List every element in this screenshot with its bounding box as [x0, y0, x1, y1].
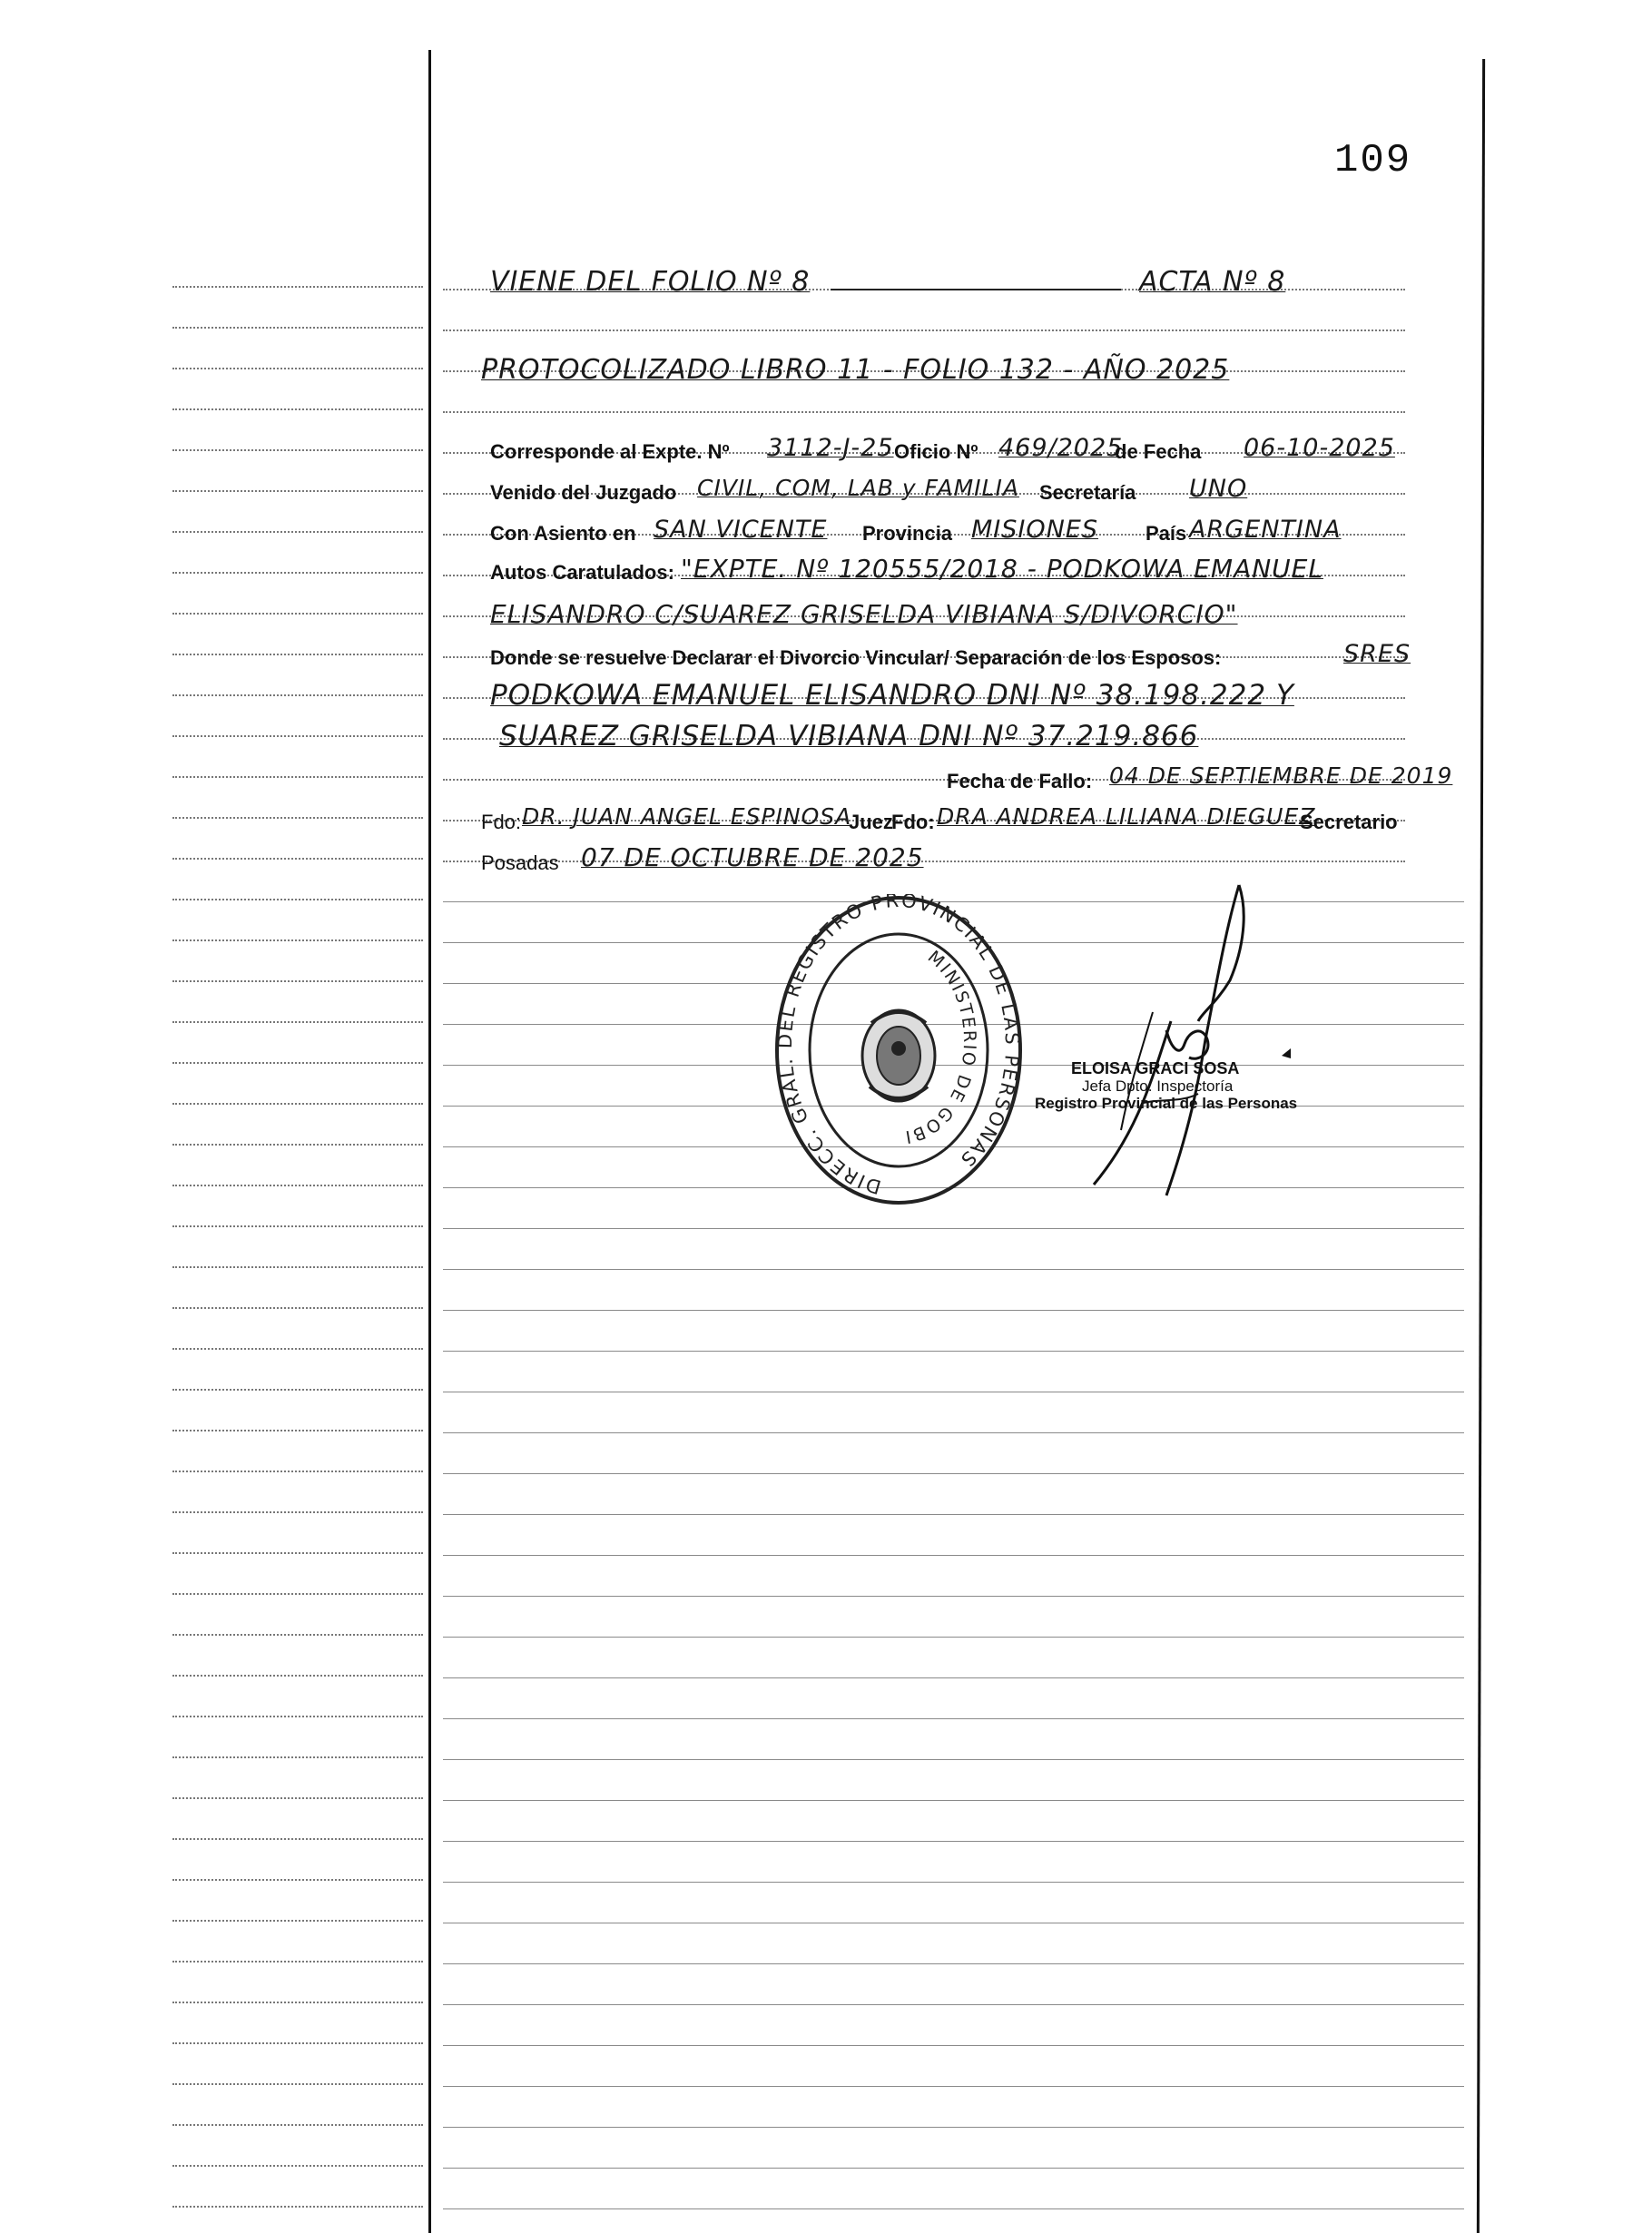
ruled-line [443, 1677, 1464, 1678]
margin-dotted-line [172, 613, 423, 615]
ruled-line [443, 1228, 1464, 1229]
ruled-line [443, 2168, 1464, 2169]
handwritten-signature [1053, 876, 1307, 1221]
margin-dotted-line [172, 1062, 423, 1064]
margin-dotted-line [172, 1797, 423, 1799]
margin-dotted-line [172, 694, 423, 696]
margin-dotted-line [172, 817, 423, 819]
official-stamp [772, 894, 1026, 1207]
fecha-fallo-label: Fecha de Fallo: [947, 770, 1093, 792]
page-number: 109 [1334, 138, 1412, 183]
secretaria-label: Secretaría [1039, 481, 1136, 504]
margin-dotted-line [172, 1021, 423, 1023]
margin-dotted-line [172, 1511, 423, 1513]
header-dash [831, 289, 1121, 290]
margin-dotted-line [172, 1593, 423, 1595]
ruled-line [443, 1596, 1464, 1597]
stamp-inner-text: MINISTERIO DE GOBI [902, 947, 980, 1147]
margin-dotted-line [172, 1185, 423, 1186]
margin-dotted-line [172, 1675, 423, 1677]
margin-dotted-line [172, 1389, 423, 1391]
ruled-line [443, 1473, 1464, 1474]
margin-dotted-line [172, 1756, 423, 1758]
signatory-office: Registro Provincial de las Personas [1035, 1095, 1298, 1112]
margin-dotted-line [172, 1552, 423, 1554]
margin-dotted-line [172, 939, 423, 941]
margin-dotted-line [172, 408, 423, 410]
fdo-label-1: Fdo: [481, 811, 522, 833]
ruled-line [443, 1637, 1464, 1638]
margin-dotted-line [172, 531, 423, 533]
margin-dotted-line [172, 899, 423, 900]
pais-label: País [1146, 522, 1187, 545]
asiento-label: Con Asiento en [490, 522, 636, 545]
margin-dotted-line [172, 1144, 423, 1146]
juez-label: Juez [849, 811, 893, 833]
provincia-label: Provincia [862, 522, 953, 545]
margin-dotted-line [172, 858, 423, 860]
ruled-line [443, 1718, 1464, 1719]
autos-line-2: ELISANDRO C/SUAREZ GRISELDA VIBIANA S/DIVORCIO" [490, 599, 1238, 629]
ruled-line [443, 2045, 1464, 2046]
stamp-outer-text: DIRECC. GRAL. DEL REGISTRO PROVINCIAL DE LAS PERSONAS [773, 894, 1024, 1198]
oficio-label: Oficio Nº [894, 440, 978, 463]
margin-dotted-line [172, 1348, 423, 1350]
margin-dotted-line [172, 2124, 423, 2126]
left-frame-line [428, 50, 431, 2233]
margin-dotted-line [172, 2165, 423, 2167]
margin-dotted-line [172, 572, 423, 574]
margin-dotted-line [172, 1838, 423, 1840]
secretario-label: Secretario [1300, 811, 1398, 833]
posadas-label: Posadas [481, 851, 559, 874]
margin-dotted-line [172, 449, 423, 451]
ruled-line [443, 2004, 1464, 2005]
right-frame-line [1477, 59, 1485, 2233]
posadas-value: 07 DE OCTUBRE DE 2025 [581, 842, 924, 872]
margin-dotted-line [172, 327, 423, 329]
ruled-line [443, 1800, 1464, 1801]
esposa-line: SUAREZ GRISELDA VIBIANA DNI Nº 37.219.866 [499, 720, 1199, 753]
ruled-line [443, 330, 1405, 331]
fecha-fallo-value: 04 DE SEPTIEMBRE DE 2019 [1109, 762, 1453, 789]
fecha-label: de Fecha [1115, 440, 1202, 463]
esposo-line: PODKOWA EMANUEL ELISANDRO DNI Nº 38.198.222 Y [490, 679, 1294, 712]
margin-dotted-line [172, 1225, 423, 1227]
corresponde-label: Corresponde al Expte. Nº [490, 440, 730, 463]
margin-column [172, 0, 427, 2233]
margin-dotted-line [172, 1266, 423, 1268]
margin-dotted-line [172, 2042, 423, 2044]
margin-dotted-line [172, 980, 423, 982]
fecha-value: 06-10-2025 [1244, 434, 1395, 462]
ruled-line [443, 1963, 1464, 1964]
margin-dotted-line [172, 1471, 423, 1472]
oficio-value: 469/2025 [998, 434, 1124, 462]
secretaria-value: UNO [1189, 475, 1248, 503]
secretario-name: DRA ANDREA LILIANA DIEGUEZ [937, 803, 1316, 830]
ruled-line [443, 1555, 1464, 1556]
ruled-line [443, 1882, 1464, 1883]
pais-value: ARGENTINA [1189, 516, 1342, 544]
donde-value: SRES [1343, 640, 1411, 668]
protocolizado-line: PROTOCOLIZADO LIBRO 11 - FOLIO 132 - AÑO 2025 [481, 354, 1230, 386]
margin-dotted-line [172, 1103, 423, 1105]
ruled-line [443, 2208, 1464, 2209]
ruled-line [443, 1351, 1464, 1352]
venido-label: Venido del Juzgado [490, 481, 677, 504]
margin-dotted-line [172, 2083, 423, 2085]
margin-dotted-line [172, 1961, 423, 1962]
signatory-title: Jefa Dpto. Inspectoría [1082, 1077, 1234, 1095]
viene-del-folio: VIENE DEL FOLIO Nº 8 [490, 266, 811, 298]
margin-dotted-line [172, 1920, 423, 1922]
margin-dotted-line [172, 735, 423, 737]
autos-label: Autos Caratulados: [490, 561, 674, 584]
ruled-line [443, 1841, 1464, 1842]
ruled-line [443, 1310, 1464, 1311]
margin-dotted-line [172, 654, 423, 655]
margin-dotted-line [172, 1634, 423, 1636]
signatory-name: ELOISA GRACI SOSA [1071, 1059, 1240, 1077]
expte-value: 3112-J-25 [767, 434, 894, 462]
asiento-value: SAN VICENTE [654, 516, 828, 544]
ruled-line [443, 411, 1405, 413]
acta-number: ACTA Nº 8 [1139, 266, 1286, 298]
coat-of-arms-icon [862, 1010, 935, 1101]
juzgado-value: CIVIL, COM, LAB y FAMILIA [697, 475, 1019, 501]
margin-dotted-line [172, 776, 423, 778]
margin-dotted-line [172, 286, 423, 288]
provincia-value: MISIONES [971, 516, 1099, 544]
margin-dotted-line [172, 490, 423, 492]
margin-dotted-line [172, 2002, 423, 2003]
ruled-line [443, 1759, 1464, 1760]
margin-dotted-line [172, 1716, 423, 1717]
margin-dotted-line [172, 1430, 423, 1431]
ruled-line [443, 1432, 1464, 1433]
ruled-line [443, 1514, 1464, 1515]
margin-dotted-line [172, 368, 423, 369]
margin-dotted-line [172, 1879, 423, 1881]
ruled-line [443, 1269, 1464, 1270]
autos-line-1: "EXPTE. Nº 120555/2018 - PODKOWA EMANUEL [681, 554, 1323, 584]
margin-dotted-line [172, 1307, 423, 1309]
juez-name: DR. JUAN ANGEL ESPINOSA [522, 803, 852, 830]
fdo-label-2: Fdo: [891, 811, 935, 833]
donde-label: Donde se resuelve Declarar el Divorcio Vincular/ Separación de los Esposos: [490, 646, 1222, 669]
signatory-block [1035, 1059, 1298, 1112]
ruled-line [443, 2127, 1464, 2128]
margin-dotted-line [172, 2206, 423, 2208]
ruled-line [443, 2086, 1464, 2087]
